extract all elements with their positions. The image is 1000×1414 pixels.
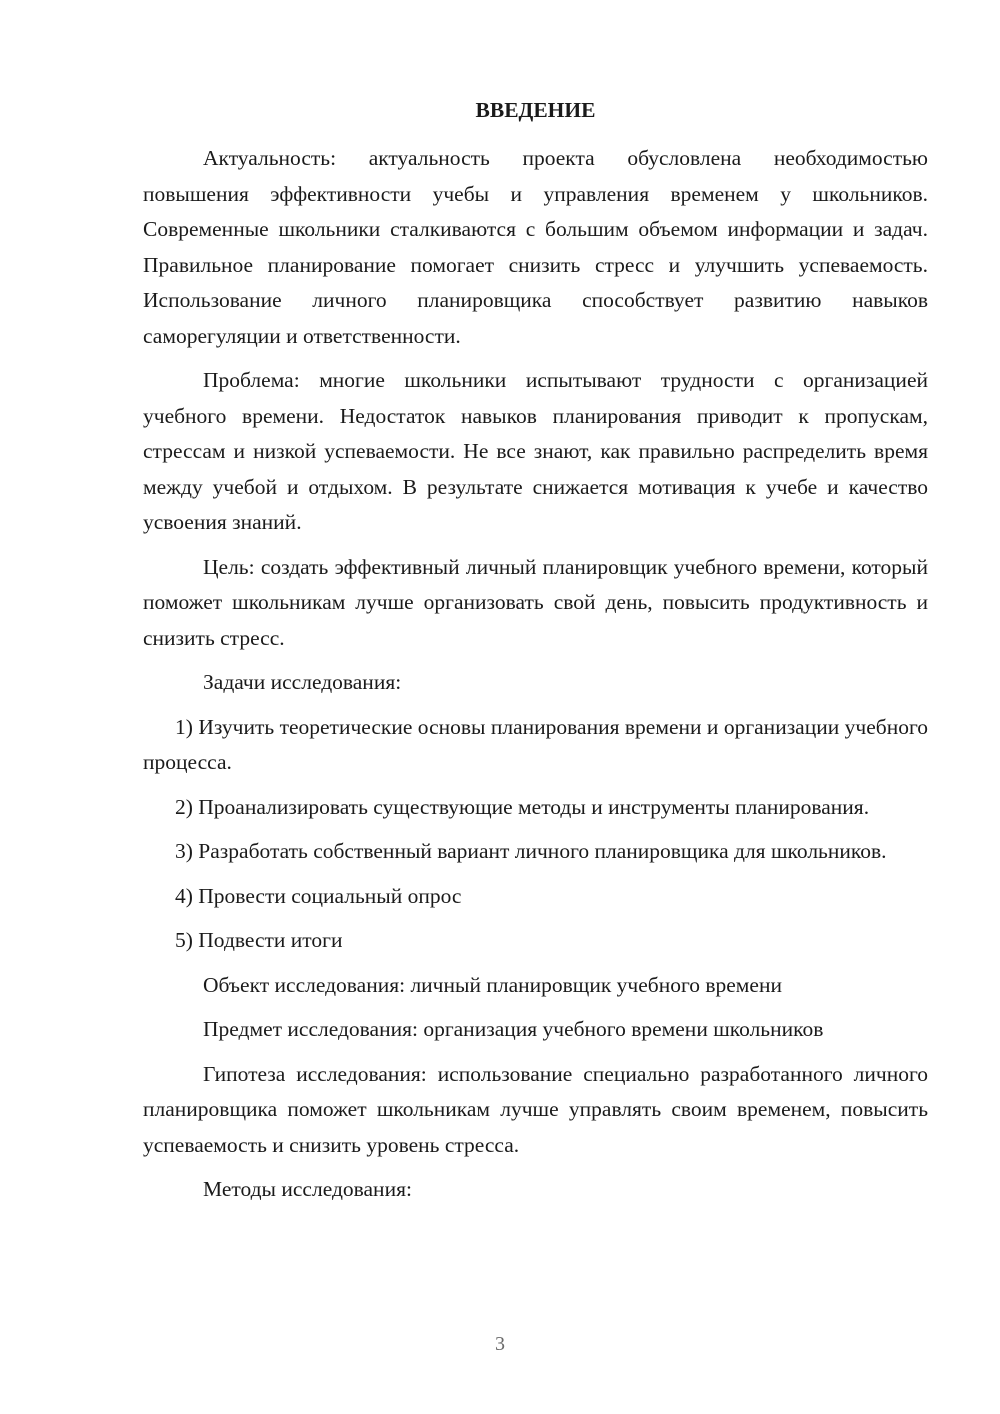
methods-heading: Методы исследования:: [203, 1177, 412, 1201]
task-item-5: 5) Подвести итоги: [175, 928, 343, 952]
goal-paragraph: Цель: создать эффективный личный планировщик учебного времени, который поможет школьникам лучше организовать свой день, повысить продуктивность и снизить стресс.: [143, 554, 928, 650]
task-item-3: 3) Разработать собственный вариант личного планировщика для школьников.: [175, 839, 887, 863]
relevance-paragraph: Актуальность: актуальность проекта обусловлена необходимостью повышения эффективности учебы и управления временем у школьников. Современные школьники сталкиваются с большим объемом информации и задач. Правильное планирование помогает снизить стресс и улучшить успеваемость. Использование личного планировщика способствует развитию навыков саморегуляции и ответственности.: [143, 146, 928, 348]
task-item-4: 4) Провести социальный опрос: [175, 883, 462, 908]
tasks-heading: Задачи исследования:: [203, 670, 402, 694]
subject-paragraph: Предмет исследования: организация учебного времени школьников: [203, 1017, 824, 1041]
task-item-2: 2) Проанализировать существующие методы и инструменты планирования.: [175, 794, 870, 819]
hypothesis-paragraph: Гипотеза исследования: использование специально разработанного личного планировщика поможет школьникам лучше управлять своим временем, повысить успеваемость и снизить уровень стресса.: [143, 1061, 928, 1157]
section-title: ВВЕДЕНИЕ: [475, 98, 596, 122]
page-number: 3: [495, 1333, 505, 1355]
object-paragraph: Объект исследования: личный планировщик учебного времени: [203, 972, 782, 997]
task-item-1: 1) Изучить теоретические основы планирования времени и организации учебного процесса.: [143, 714, 928, 774]
problem-paragraph: Проблема: многие школьники испытывают трудности с организацией учебного времени. Недостаток навыков планирования приводит к пропускам, стрессам и низкой успеваемости. Не все знают, как правильно распределить время между учебой и отдыхом. В результате снижается мотивация к учебе и качество усвоения знаний.: [143, 368, 928, 534]
document-page: [143, 92, 928, 1217]
